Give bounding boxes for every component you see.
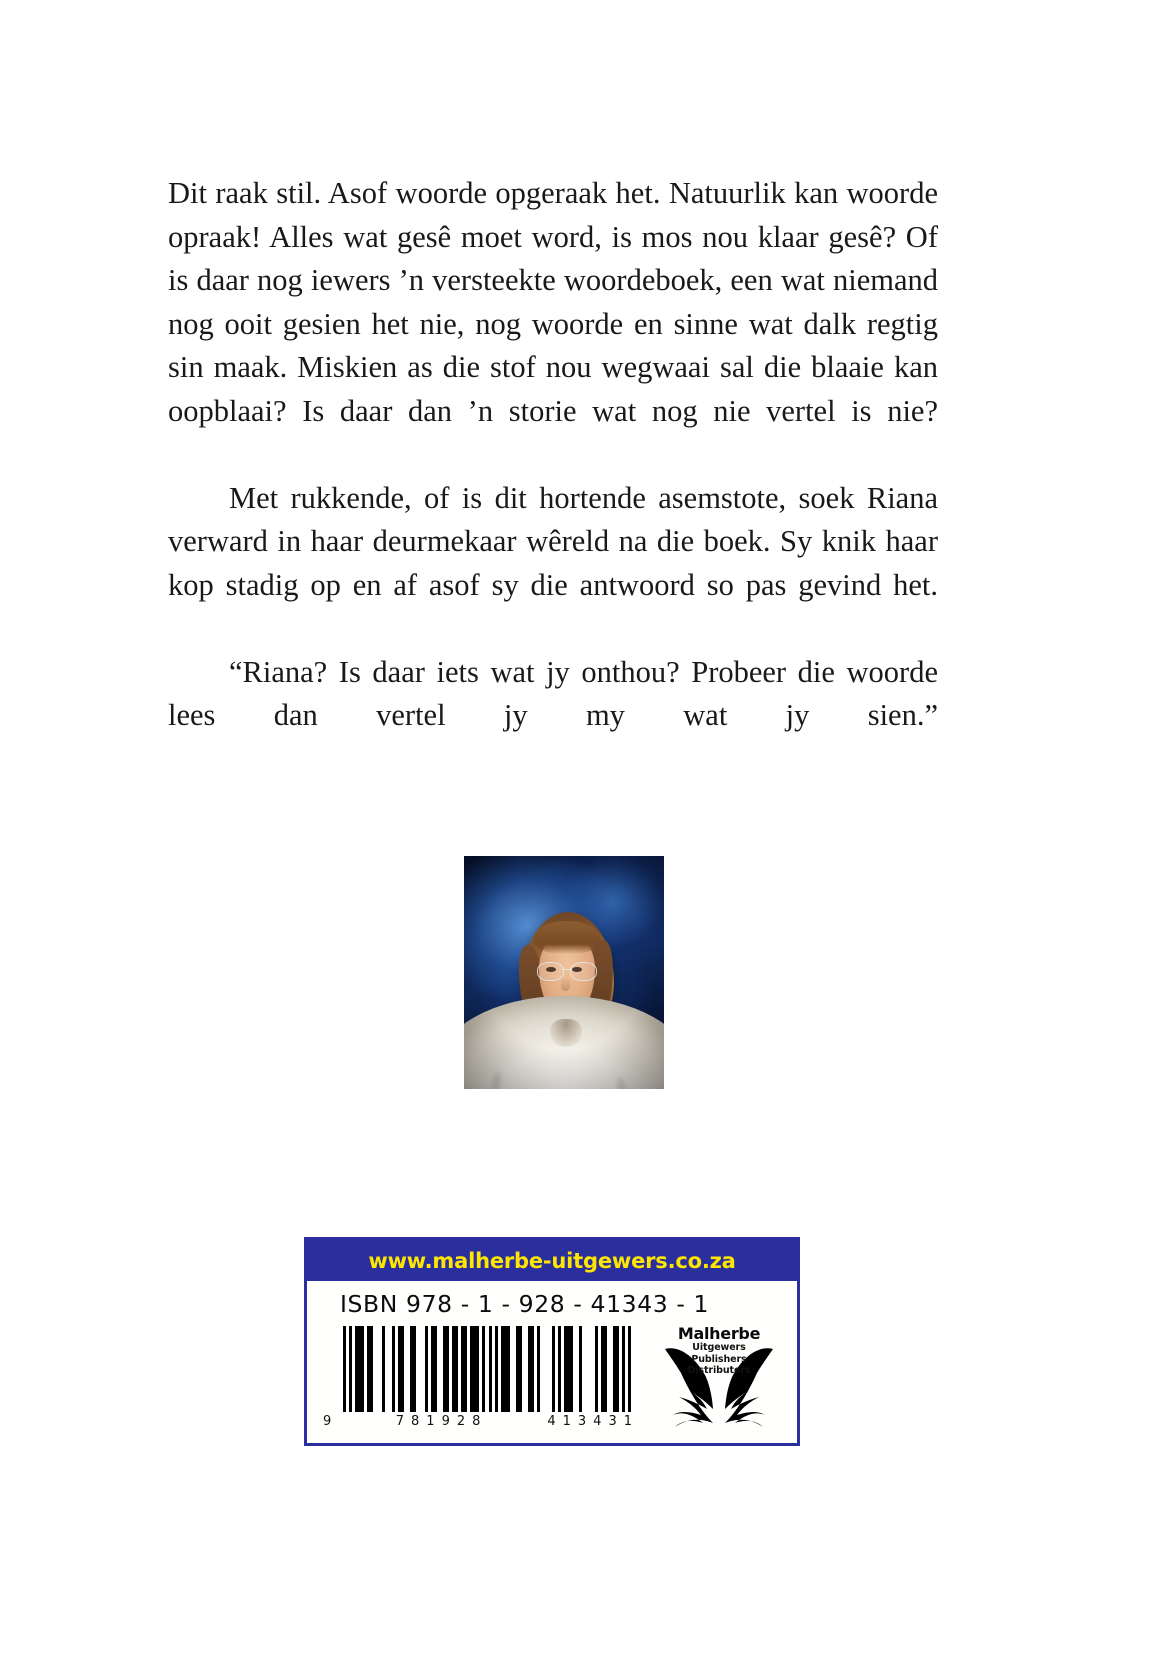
publisher-logo — [659, 1319, 779, 1431]
barcode-bar — [470, 1326, 479, 1412]
publisher-logo-name: Malherbe — [677, 1324, 761, 1343]
barcode-bar — [373, 1326, 382, 1412]
barcode-right-group: 413431 — [547, 1414, 639, 1429]
barcode-bar — [540, 1326, 552, 1412]
barcode-bar — [355, 1326, 364, 1412]
barcode-bar — [628, 1326, 631, 1412]
barcode-left-group: 781928 — [395, 1414, 488, 1429]
barcode-digits — [321, 1414, 639, 1429]
barcode-bar — [582, 1326, 594, 1412]
barcode-bar — [501, 1326, 510, 1412]
author-photo-backdrop — [464, 856, 664, 1089]
publisher-logo-line-3: Distributors — [687, 1365, 751, 1376]
publisher-logo-line-1: Uitgewers — [692, 1342, 746, 1353]
publisher-url-band — [307, 1240, 797, 1281]
blurb-text-block — [168, 172, 938, 781]
publisher-logo-line-2: Publishers — [691, 1353, 747, 1365]
barcode-lead-digit: 9 — [323, 1414, 336, 1429]
isbn-number-text: ISBN 978 - 1 - 928 - 41343 - 1 — [340, 1290, 710, 1318]
isbn-barcode-card — [304, 1237, 800, 1446]
blurb-paragraph-3: “Riana? Is daar iets wat jy onthou? Probeer die woorde lees dan vertel jy my wat jy sien.” — [168, 654, 938, 732]
wings-icon — [659, 1319, 779, 1431]
barcode-bar — [416, 1326, 425, 1412]
blurb-paragraph-2: Met rukkende, of is dit hortende asemstote, soek Riana verward in haar deurmekaar wêreld na die boek. Sy knik haar kop stadig op en af asof sy die antwoord so pas gevind het. — [168, 480, 938, 602]
author-photo — [464, 856, 664, 1089]
photo-vignette — [464, 856, 664, 1089]
blurb-paragraph-1: Dit raak stil. Asof woorde opgeraak het. Natuurlik kan woorde opraak! Alles wat gesê moet word, is mos nou klaar gesê? Of is daar nog iewers ’n versteekte woordeboek, een wat niemand nog ooit gesien het nie, nog woorde en sinne wat dalk regtig sin maak. Miskien as die stof nou wegwaai sal die blaaie kan oopblaai? Is daar dan ’n storie wat nog nie vertel is nie? — [168, 176, 938, 428]
ean13-barcode — [343, 1326, 631, 1412]
barcode-bar — [564, 1326, 573, 1412]
publisher-url-link[interactable]: www.malherbe-uitgewers.co.za — [368, 1248, 736, 1273]
isbn-card-body — [307, 1281, 797, 1443]
